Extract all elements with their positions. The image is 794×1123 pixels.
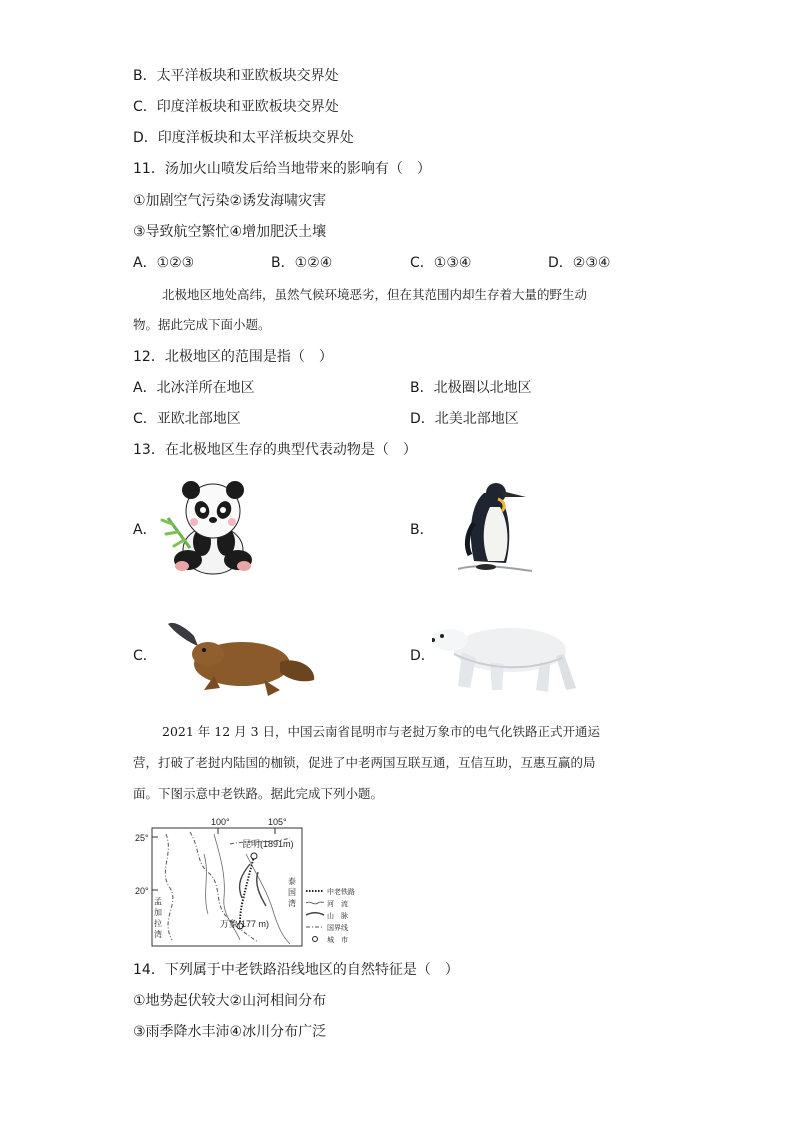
kunming-label: 昆明(1891m) bbox=[242, 839, 294, 849]
vientiane-label: 万象(177 m) bbox=[220, 919, 270, 929]
q11-option-c: C．①③④ bbox=[410, 255, 472, 271]
bay-bengal-char-3: 拉 bbox=[154, 919, 162, 928]
lat-20-label: 20° bbox=[135, 886, 149, 896]
q11-stem: 11．汤加火山喷发后给当地带来的影响有（ ） bbox=[133, 161, 431, 177]
kunming-city-marker bbox=[251, 853, 257, 859]
q10-option-c: C．印度洋板块和亚欧板块交界处 bbox=[133, 99, 339, 115]
q13-option-c-label: C． bbox=[133, 648, 157, 664]
legend-border-label: 国界线 bbox=[327, 925, 348, 932]
rail-intro-line-3: 面。下图示意中老铁路。据此完成下列小题。 bbox=[133, 786, 384, 801]
penguin-image bbox=[452, 483, 536, 575]
q11-option-d: D．②③④ bbox=[548, 255, 611, 271]
gulf-thai-char-2: 国 bbox=[288, 888, 296, 897]
lon-100-label: 100° bbox=[211, 817, 230, 827]
gulf-thai-char-1: 泰 bbox=[288, 877, 296, 886]
rail-intro-line-2: 营，打破了老挝内陆国的枷锁，促进了中老两国互联互通，互信互助，互惠互赢的局 bbox=[133, 755, 596, 770]
rail-intro-line-1: 2021 年 12 月 3 日，中国云南省昆明市与老挝万象市的电气化铁路正式开通运 bbox=[162, 724, 601, 739]
legend-mountain-label: 山 脉 bbox=[327, 913, 348, 920]
q12-option-d: D．北美北部地区 bbox=[410, 411, 519, 427]
gulf-thai-char-3: 湾 bbox=[288, 899, 296, 908]
q10-option-b: B．太平洋板块和亚欧板块交界处 bbox=[133, 68, 339, 84]
q12-stem: 12．北极地区的范围是指（ ） bbox=[133, 349, 333, 365]
q11-items-2: ③导致航空繁忙④增加肥沃土壤 bbox=[133, 224, 327, 240]
bay-bengal-char-1: 孟 bbox=[154, 897, 162, 906]
q13-option-a-label: A． bbox=[133, 522, 157, 538]
q11-option-b: B．①②④ bbox=[271, 255, 333, 271]
legend-city-label: 城 市 bbox=[327, 937, 348, 944]
q14-stem: 14．下列属于中老铁路沿线地区的自然特征是（ ） bbox=[133, 962, 459, 978]
q13-option-b-label: B． bbox=[410, 522, 434, 538]
china-laos-railway-map bbox=[130, 814, 374, 950]
lat-25-label: 25° bbox=[135, 833, 149, 843]
panda-image bbox=[158, 478, 268, 578]
q12-option-b: B．北极圈以北地区 bbox=[410, 380, 532, 396]
q11-items-1: ①加剧空气污染②诱发海啸灾害 bbox=[133, 193, 327, 209]
q12-option-a: A．北冰洋所在地区 bbox=[133, 380, 255, 396]
lon-105-label: 105° bbox=[268, 817, 287, 827]
q13-stem: 13．在北极地区生存的典型代表动物是（ ） bbox=[133, 442, 417, 458]
platypus-image bbox=[168, 618, 318, 700]
arctic-intro-line-1: 北极地区地处高纬，虽然气候环境恶劣，但在其范围内却生存着大量的野生动 bbox=[162, 287, 588, 302]
map-legend bbox=[306, 887, 355, 944]
arctic-intro-line-2: 物。据此完成下面小题。 bbox=[133, 317, 271, 332]
bay-bengal-char-2: 加 bbox=[154, 908, 162, 917]
q10-option-d: D．印度洋板块和太平洋板块交界处 bbox=[133, 130, 354, 146]
q13-option-d-label: D． bbox=[410, 648, 435, 664]
legend-rail-label: 中老铁路 bbox=[327, 889, 355, 896]
polar-bear-image bbox=[432, 618, 578, 696]
q11-option-a: A．①②③ bbox=[133, 255, 195, 271]
legend-river-label: 河 流 bbox=[327, 901, 348, 908]
q12-option-c: C．亚欧北部地区 bbox=[133, 411, 241, 427]
q14-items-1: ①地势起伏较大②山河相间分布 bbox=[133, 993, 327, 1009]
bay-bengal-char-4: 湾 bbox=[154, 930, 162, 939]
q14-items-2: ③雨季降水丰沛④冰川分布广泛 bbox=[133, 1024, 327, 1040]
